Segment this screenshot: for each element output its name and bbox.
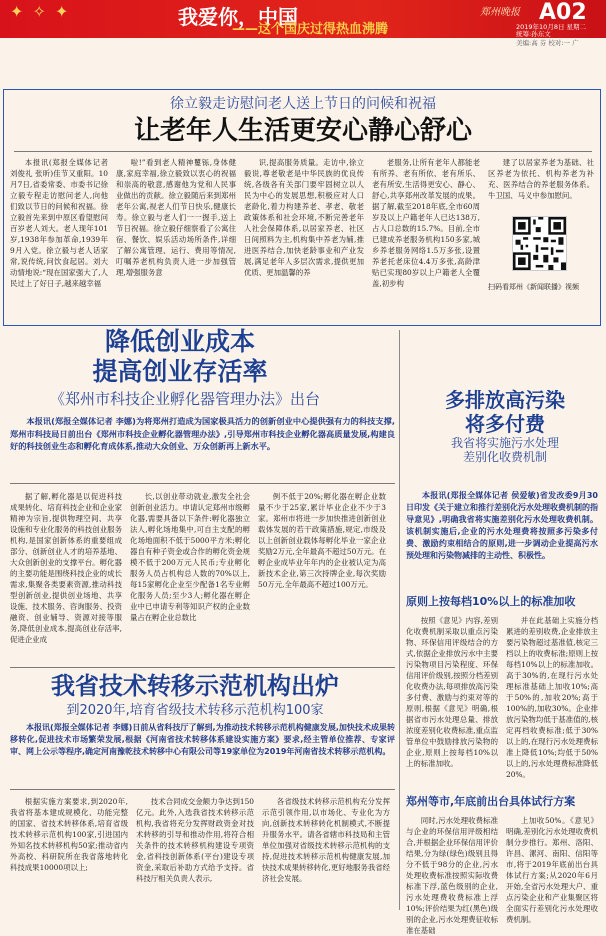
banner-title: 我爱你，中国 (178, 5, 298, 29)
story1-column-5: 建了以居家养老为基础、社区养老为依托、机构养老为补充、医养结合的养老服务体系。牛卫国、马义中参加慰问。 (488, 158, 594, 200)
story4-column-2: 技术合同成交金额力争达到150亿元。此外,入选我省技术转移示范机构,我省将充分发挥财政资金对技术转移的引导和推动作用,将符合相关条件的技术转移机构建设专项资金,省科技创新体系(平台)建设专项资金,采取后补助方式给予支持。省科技厅相关负责人表示, (136, 797, 254, 883)
divider (10, 789, 395, 790)
qr-code[interactable] (512, 216, 567, 271)
masthead-banner (0, 0, 606, 38)
story4-column-3: 各省级技术转移示范机构充分发挥示范引领作用,以市场化、专业化为方向,创新技术转移转化机制模式,不断提升服务水平。请各省辖市科技局和主管单位加强对省级技术转移示范机构的支持,促进技术转移示范机构健康发展,加快技术成果转移转化,更好地服务我省经济社会发展。 (262, 797, 390, 883)
banner-subtitle: ——这个国庆过得热血沸腾 (232, 22, 389, 37)
story3-headline-line-2: 将多付费 (465, 412, 545, 436)
editor-line: 统筹:孙东文 (516, 30, 551, 38)
story4-headline: 我省技术转移示范机构出炉 (51, 672, 339, 700)
divider (14, 151, 592, 152)
story2-headline-line-1: 降低创业成本 (104, 327, 255, 356)
story3-headline-line-1: 多排放高污染 (445, 388, 565, 412)
column-divider (399, 330, 400, 910)
story2-column-1: 据了解,孵化器是以促进科技成果转化、培育科技企业和企业家精神为宗旨,提供物理空间、共享设施和专业化服务的科技创业服务机构,是国家创新体系的重要组成部分、创新创业人才的培养基地、大众创新创业的支撑平台。孵化器的主要功能是围绕科技企业的成长需求,集聚各类要素资源,推动科技型创新创业,提供创业场地、共享设施、技术服务、咨询服务、投资融资、创业辅导、资源对接等服务,降低创业成本,提高创业存活率,促进企业成 (10, 492, 122, 644)
design-line: 美编:高 芬 校对:一 广 (516, 39, 579, 47)
story1-kicker: 徐立毅走访慰问老人送上节日的问候和祝福 (170, 96, 436, 112)
story3-subheadline-line-1: 我省将实施污水处理 (450, 436, 559, 450)
page-number: A02 (539, 0, 587, 25)
story3-section1-column-2: 并在此基础上实施分档累进的差别收费,企业排放主要污染物超过基准值,核定三档以上的收费标准;原则上按每档10%以上的标准加收。高于30%的,在现行污水处理标准基础上加收10%;高于50%的,加收20%;高于100%的,加收30%。企业排放污染物均低于基准值的,核定再档收费标准;低于30%以上的,在现行污水处理费标准上降低10%;均低于50%以上的,污水处理费标准降低20%。 (506, 616, 598, 779)
story2-column-3: 例不低于20%;孵化器在孵企业数量不少于25家,累计毕业企业不少于3家。郑州市将进一步加快推进创新创业载体发展的若干政策措施,规定,市级及以上创新创业载体每孵化毕业一家企业奖励2万元,全年最高不超过50万元。在孵企业成毕业年年内的企业被认定为高新技术企业,第三次持牌企业,每次奖励50万元,全年最高不超过100万元。 (258, 492, 386, 589)
story1-column-2: 啦!”看到老人精神矍铄,身体健康,家庭幸福,徐立毅致以衷心的祝福和崇高的敬意,感谢他为党和人民事业做出的贡献。徐立毅随后来到郑州老年公寓,视老人们节日快乐,健康长寿。徐立毅与老人们一一握手,送上节日祝福。徐立毅仔细察看了公寓住宿、餐饮、娱乐活动场所条件,详细了解公寓管理、运行、费用等情况,叮嘱养老机构负责人进一步加强管理,增强服务意 (116, 158, 236, 277)
story3-section1-title: 原则上按每档10%以上的标准加收 (406, 595, 576, 608)
paper-name: 郑州晚报 (480, 7, 520, 18)
story3-headline (415, 388, 595, 436)
story1-headline: 让老年人生活更安心静心舒心 (133, 116, 472, 146)
story3-subheadline-line-2: 差别化收费机制 (462, 450, 547, 464)
divider (10, 483, 395, 484)
qr-caption: 扫码看郑州《新闻联播》视频 (488, 283, 579, 291)
qr-code-icon (513, 217, 566, 270)
story2-lead: 本报讯(郑报全媒体记者 李娜)为将郑州打造成为国家极具活力的创新创业中心提供强有力的科技支撑,郑州市科技局日前出台《郑州市科技企业孵化器管理办法》,引导郑州市科技企业孵化器高质量发展,构建良好的科技创业生态和孵化育成体系,推动大众创业、万众创新再上新水平。 (10, 416, 395, 451)
story2-headline (60, 327, 300, 387)
story3-section2-column-2: 上加收50%。《意见》明确,差别化污水处理收费机制分步推行。郑州、洛阳、许昌、漯河、南阳、信阳等市,将于2019年底前出台具体试行方案;从2020年6月开始,全省污水处理大户、重点污染企业和产业集聚区将全面实行差别化污水处理收费机制。 (506, 816, 598, 924)
story3-section2-title: 郑州等市,年底前出台具体试行方案 (406, 795, 576, 808)
story1-column-1: 本报讯(郑报全媒体记者刘俊礼 张昕)佳节又重阳。10月7日,省委常委、市委书记徐立毅专程走访慰问老人,向他们致以节日的问候和祝福。徐立毅首先来到中原区看望慰问百岁老人刘大。老人现年101岁,1938年参加革命,1939年9月入党。徐立毅与老人话家常,说传统,问饮食起居。刘大动情地说:“现在国家强大了,人民过上了好日子,越来越幸福 (10, 158, 108, 288)
story2-headline-line-2: 提高创业存活率 (92, 357, 268, 386)
story3-lead: 本报讯(郑报全媒体记者 侯爱敏)省发改委9月30日印发《关于建立和推行差别化污水处理收费机制的指导意见》,明确我省将实施差别化污水处理收费机制。该机制实施后,企业的污水处理费将按照多污染多付费、激励约束相结合的原则,进一步调动企业提高污水预处理和污染物减排的主动性、积极性。 (406, 491, 598, 560)
story4-lead: 本报讯(郑报全媒体记者 李娜)日前从省科技厅了解到,为推动技术转移示范机构健康发展,加快技术成果转移转化,促进技术市场繁荣发展,根据《河南省技术转移体系建设实施方案》要求,经主管单位推荐、专家评审、网上公示等程序,确定河南豫乾技术转移中心有限公司等19家单位为2019年河南省技术转移示范机构。 (10, 723, 395, 756)
story4-subheadline: 到2020年,培育省级技术转移示范机构100家 (66, 703, 324, 718)
story4-column-1: 根据实施方案要求,到2020年,我省将基本建成规模化、功能完整的国家、省技术转移体系,培育省级技术转移示范机构100家,引进国内外知名技术转移机构50家;推动省内外高校、科研院所在我省落地转化科技成果10000项以上; (10, 797, 128, 872)
fireworks-decoration: ✦ ✧ ✦ (10, 2, 71, 21)
story3-section1-column-1: 按照《意见》内容,差别化收费机制采取以重点污染物、环保信用评级结合的方式,依据企业排放污水中主要污染物项目污染程度、环保信用评价级别,按照分档差别化收费办法,每项排放高污染多付费、激励与约束对等的原则,根据《意见》明确,根据省市污水处理总量、排放浓度差别化收费标准,重点监管单位中鼓励排放污染物的企业,原则上按每档10%以上的标准加收。 (406, 616, 498, 768)
story2-column-2: 长,以创业带动就业,激发全社会创新创业活力。申请认定郑州市级孵化器,需要具备以下条件:孵化器独立法人,孵化场地集中,可自主支配的孵化场地面积不低于5000平方米;孵化器自有种子资金或合作的孵化资金规模不低于200万元人民币;专业孵化服务人员占机构总人数的70%以上,每15家孵化企业至少配备1名专业孵化服务人员;至少3人;孵化器在孵企业中已申请专利等知识产权的企业数量占在孵企业总数比 (130, 492, 250, 622)
story3-subheadline (415, 436, 595, 464)
story1-column-3: 识,提高服务质量。走访中,徐立毅说,尊老敬老是中华民族的优良传统,各级各有关部门要牢固树立以人民为中心的发展思想,积极应对人口老龄化,着力构建养老、孝老、敬老政策体系和社会环境,不断完善老年人社会保障体系,以居家养老、社区日间照料为主,机构集中养老为辅,推进医养结合,加快老龄事业和产业发展,满足老年人多层次需求,提供更加优质、更加温馨的养 (244, 158, 364, 277)
divider (10, 667, 395, 668)
story3-section2-column-1: 同时,污水处理收费标准与企业的环保信用评级相结合,并根据企业环保信用评价结果,分为绿(绿色)级别且得分不低于98分的企业,污水处理收费标准按照实际收费标准下浮,蓝色级别的企业,污水处理费收费标准上浮10%;评价结果为红(黑色)级别的企业,污水处理费征收标准在基础 (406, 816, 498, 935)
date-line: 2019年10月8日 星期二 (516, 23, 587, 31)
story2-subheadline: 《郑州市科技企业孵化器管理办法》出台 (49, 390, 320, 408)
story1-column-4: 老服务,让所有老年人都能老有所养、老有所依、老有所乐、老有所安,生活得更安心、静心、舒心,共享郑州改革发展的成果。据了解,截至2018年底,全市60周岁及以上户籍老年人已达138万,占人口总数的15.7%。目前,全市已建成养老服务机构150多家,城乡养老服务网络1.5万多张,设置养老托老床位4.4万多张,高龄津贴已实现80岁以上户籍老人全覆盖,初步构 (372, 158, 480, 288)
